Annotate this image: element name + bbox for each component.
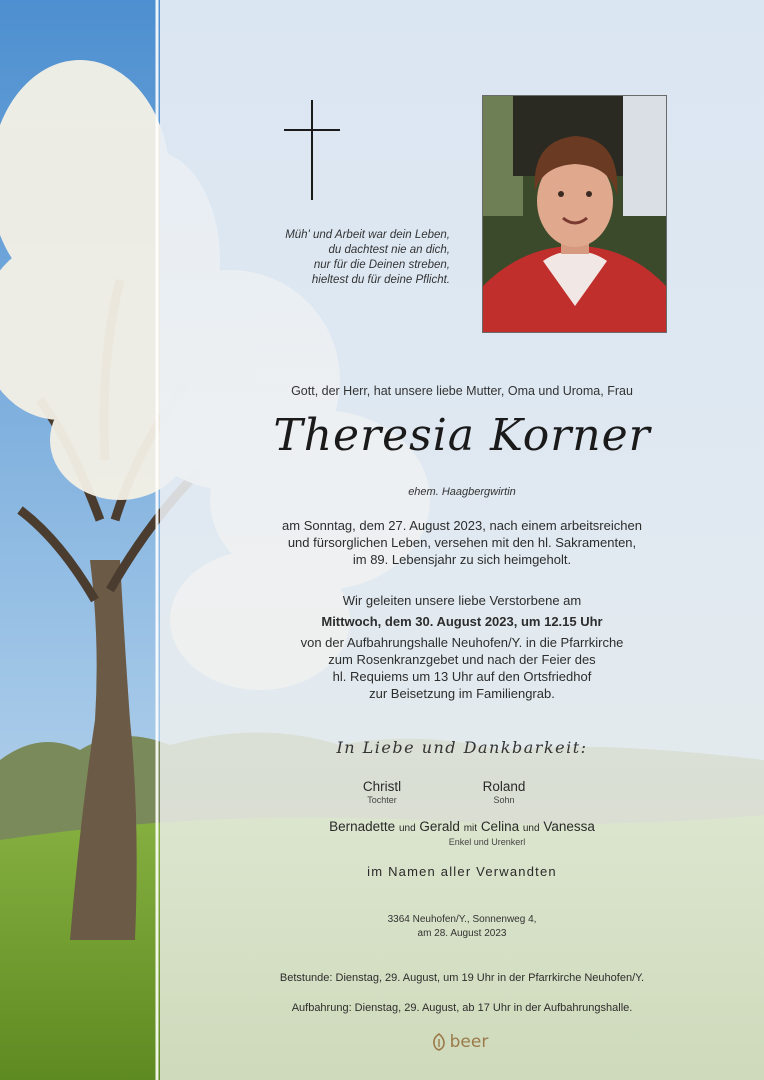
memorial-verse: [200, 228, 450, 288]
cross-icon: [282, 98, 342, 202]
conjunction: und: [398, 823, 416, 834]
funeral-intro: Wir geleiten unsere liebe Verstorbene am: [342, 593, 582, 608]
funeral-details: [160, 592, 764, 702]
verse-line: nur für die Deinen streben,: [313, 259, 450, 271]
prayer-hour-info: Betstunde: Dienstag, 29. August, um 19 Uhr in der Pfarrkirche Neuhofen/Y.: [279, 972, 645, 984]
funeral-line: von der Aufbahrungshalle Neuhofen/Y. in die Pfarrkirche: [300, 635, 624, 650]
verse-line: hieltest du für deine Pflicht.: [311, 274, 450, 286]
address-block: [160, 913, 764, 941]
death-line: im 89. Lebensjahr zu sich heimgeholt.: [352, 552, 572, 567]
mourner-relation: Sohn: [493, 795, 515, 805]
announcement-text: Gott, der Herr, hat unsere liebe Mutter, Oma und Uroma, Frau: [291, 384, 633, 398]
mourner-name: Roland: [482, 779, 526, 794]
funeral-date: Mittwoch, dem 30. August 2023, um 12.15 Uhr: [321, 614, 603, 629]
relatives-line: im Namen aller Verwandten: [367, 864, 557, 879]
mourner-name: Gerald: [419, 819, 460, 834]
conjunction: und: [522, 823, 540, 834]
verse-line: du dachtest nie an dich,: [328, 244, 450, 256]
address-date: am 28. August 2023: [417, 928, 507, 939]
deceased-subtitle: ehem. Haagbergwirtin: [408, 486, 516, 498]
mourner-daughter: [342, 779, 422, 805]
logo-icon: [432, 1033, 446, 1051]
funeral-line: zur Beisetzung im Familiengrab.: [369, 686, 555, 701]
mourner-name: Bernadette: [329, 819, 396, 834]
mourner-name: Christl: [362, 779, 402, 794]
deceased-name: Theresia Korner: [273, 410, 651, 461]
logo-text: beer: [449, 1032, 489, 1052]
grandchildren-names: [160, 819, 764, 834]
verse-line: Müh' und Arbeit war dein Leben,: [285, 229, 450, 241]
obituary-content: [160, 0, 764, 1080]
death-notice: [160, 517, 764, 568]
death-line: und fürsorglichen Leben, versehen mit den hl. Sakramenten,: [287, 535, 637, 550]
mourner-name: Celina: [480, 819, 520, 834]
mourner-relation: Tochter: [367, 795, 397, 805]
funeral-line: hl. Requiems um 13 Uhr auf den Ortsfriedhof: [332, 669, 592, 684]
conjunction: mit: [463, 823, 478, 834]
portrait-photo: [482, 95, 667, 333]
grandchildren-relation: Enkel und Urenkerl: [448, 837, 526, 847]
funeral-line: zum Rosenkranzgebet und nach der Feier des: [328, 652, 596, 667]
mourner-name: Vanessa: [543, 819, 595, 834]
laying-out-info: Aufbahrung: Dienstag, 29. August, ab 17 Uhr in der Aufbahrungshalle.: [291, 1002, 633, 1014]
gratitude-heading: In Liebe und Dankbarkeit:: [336, 738, 588, 757]
mourner-son: [464, 779, 544, 805]
funeral-home-logo: [410, 1030, 510, 1054]
death-line: am Sonntag, dem 27. August 2023, nach einem arbeitsreichen: [282, 518, 642, 533]
address-line: 3364 Neuhofen/Y., Sonnenweg 4,: [387, 914, 537, 925]
